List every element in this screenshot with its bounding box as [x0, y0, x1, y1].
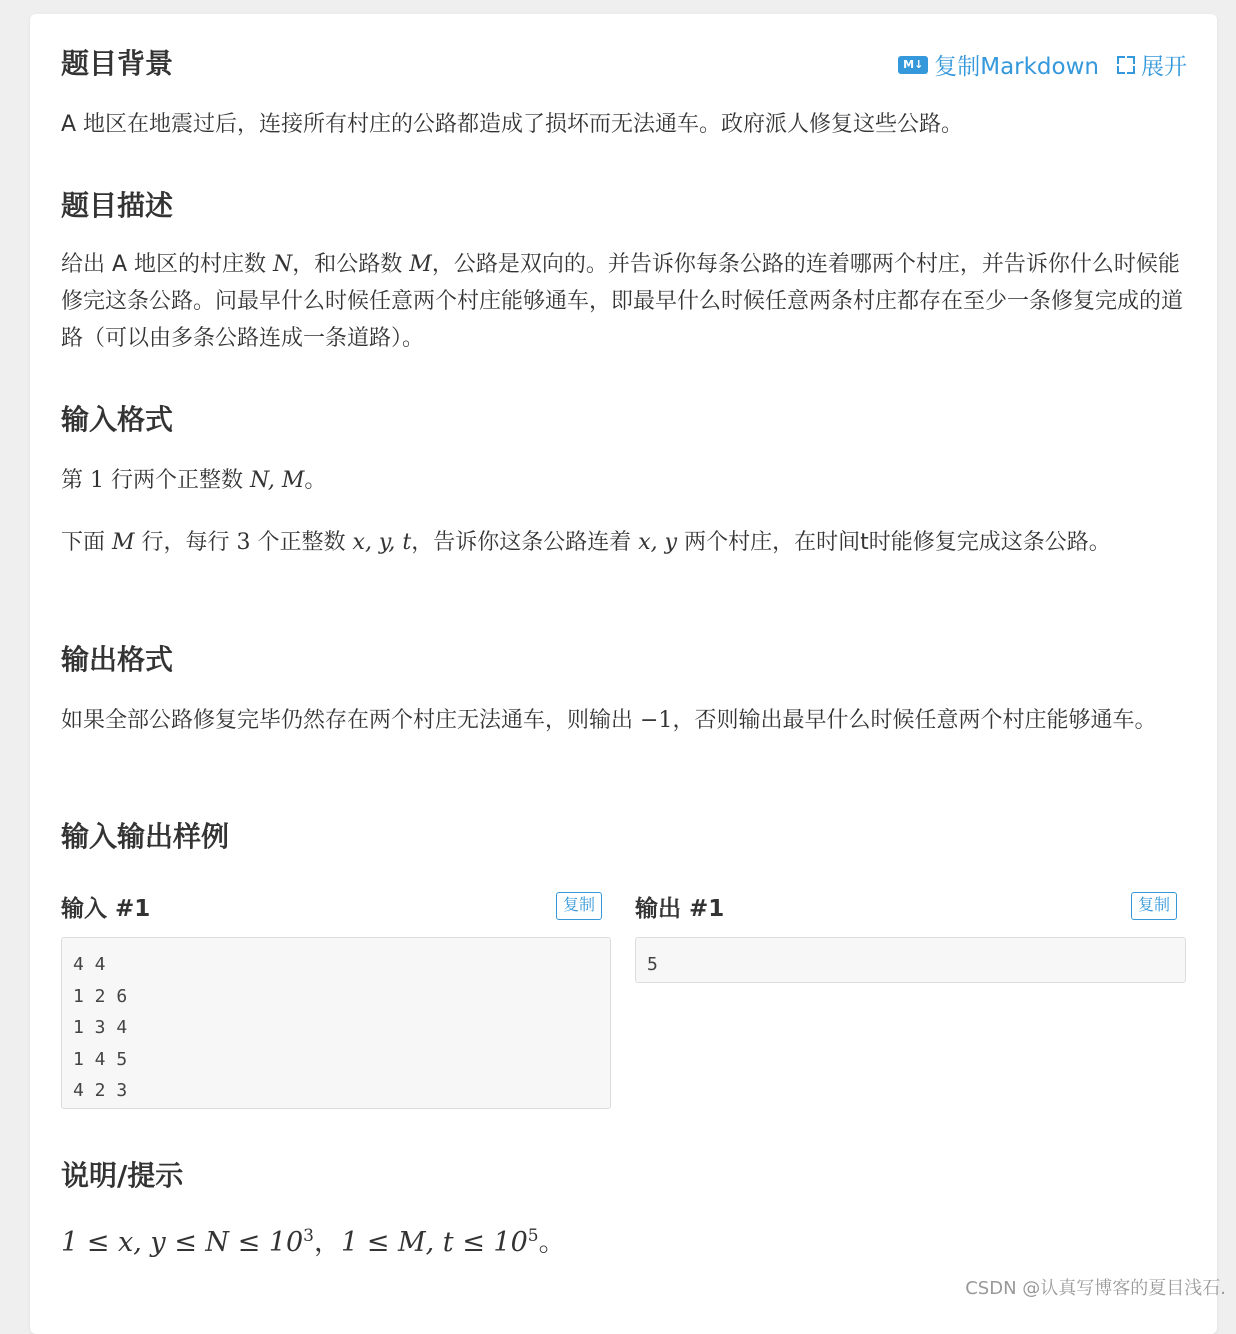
sample-input-block[interactable]	[61, 937, 611, 1109]
output-format-title: 输出格式	[61, 643, 174, 676]
problem-card	[30, 14, 1217, 1334]
description-text: 给出 A 地区的村庄数 N，和公路数 M，公路是双向的。并告诉你每条公路的连着哪两个村庄，并告诉你什么时候能修完这条公路。问最早什么时候任意两个村庄能够通车，即最早什么时候任意两条村庄都存在至少一条修复完成的道路（可以由多条公路连成一条道路）。	[61, 252, 1184, 351]
watermark: CSDN @认真写博客的夏目浅石.	[965, 1278, 1226, 1299]
code-line: 4 4	[73, 954, 106, 975]
expand-button[interactable]	[1117, 48, 1187, 81]
copy-input-button[interactable]: 复制	[556, 892, 602, 920]
code-line: 4 2 3	[73, 1080, 128, 1101]
samples-title: 输入输出样例	[61, 820, 230, 853]
sample-input-label: 输入 #1	[61, 896, 151, 922]
background-title: 题目背景	[61, 47, 174, 80]
input-format-title: 输入格式	[61, 403, 174, 436]
code-line: 1 2 6	[73, 985, 128, 1007]
expand-label: 展开	[1141, 54, 1187, 80]
sample-output-label: 输出 #1	[635, 896, 725, 922]
input-format-line1: 第 1 行两个正整数 N, M。	[61, 468, 327, 493]
toolbar	[898, 48, 1187, 81]
markdown-icon: M↓	[898, 56, 928, 74]
copy-markdown-button[interactable]	[898, 48, 1099, 81]
hint-title: 说明/提示	[61, 1159, 184, 1192]
code-line: 5	[647, 954, 658, 975]
copy-output-button[interactable]: 复制	[1131, 892, 1177, 920]
sample-output-block[interactable]	[635, 937, 1186, 983]
hint-text: 1 ≤ x, $y \le N \le 10^3$，1 ≤ M, $t \le 10^5$。	[61, 1226, 566, 1258]
code-line: 1 4 5	[73, 1048, 128, 1070]
copy-markdown-label: 复制Markdown	[934, 54, 1099, 80]
code-line: 1 3 4	[73, 1017, 128, 1038]
background-text: A 地区在地震过后，连接所有村庄的公路都造成了损坏而无法通车。政府派人修复这些公路。	[61, 112, 964, 137]
input-format-line2: 下面 M 行，每行 3 个正整数 x, y, t，告诉你这条公路连着 x, y 两个村庄，在时间t时能修复完成这条公路。	[61, 530, 1111, 555]
description-title: 题目描述	[61, 189, 174, 222]
expand-icon	[1117, 56, 1135, 74]
output-format-text: 如果全部公路修复完毕仍然存在两个村庄无法通车，则输出 −1，否则输出最早什么时候任意两个村庄能够通车。	[61, 708, 1157, 733]
